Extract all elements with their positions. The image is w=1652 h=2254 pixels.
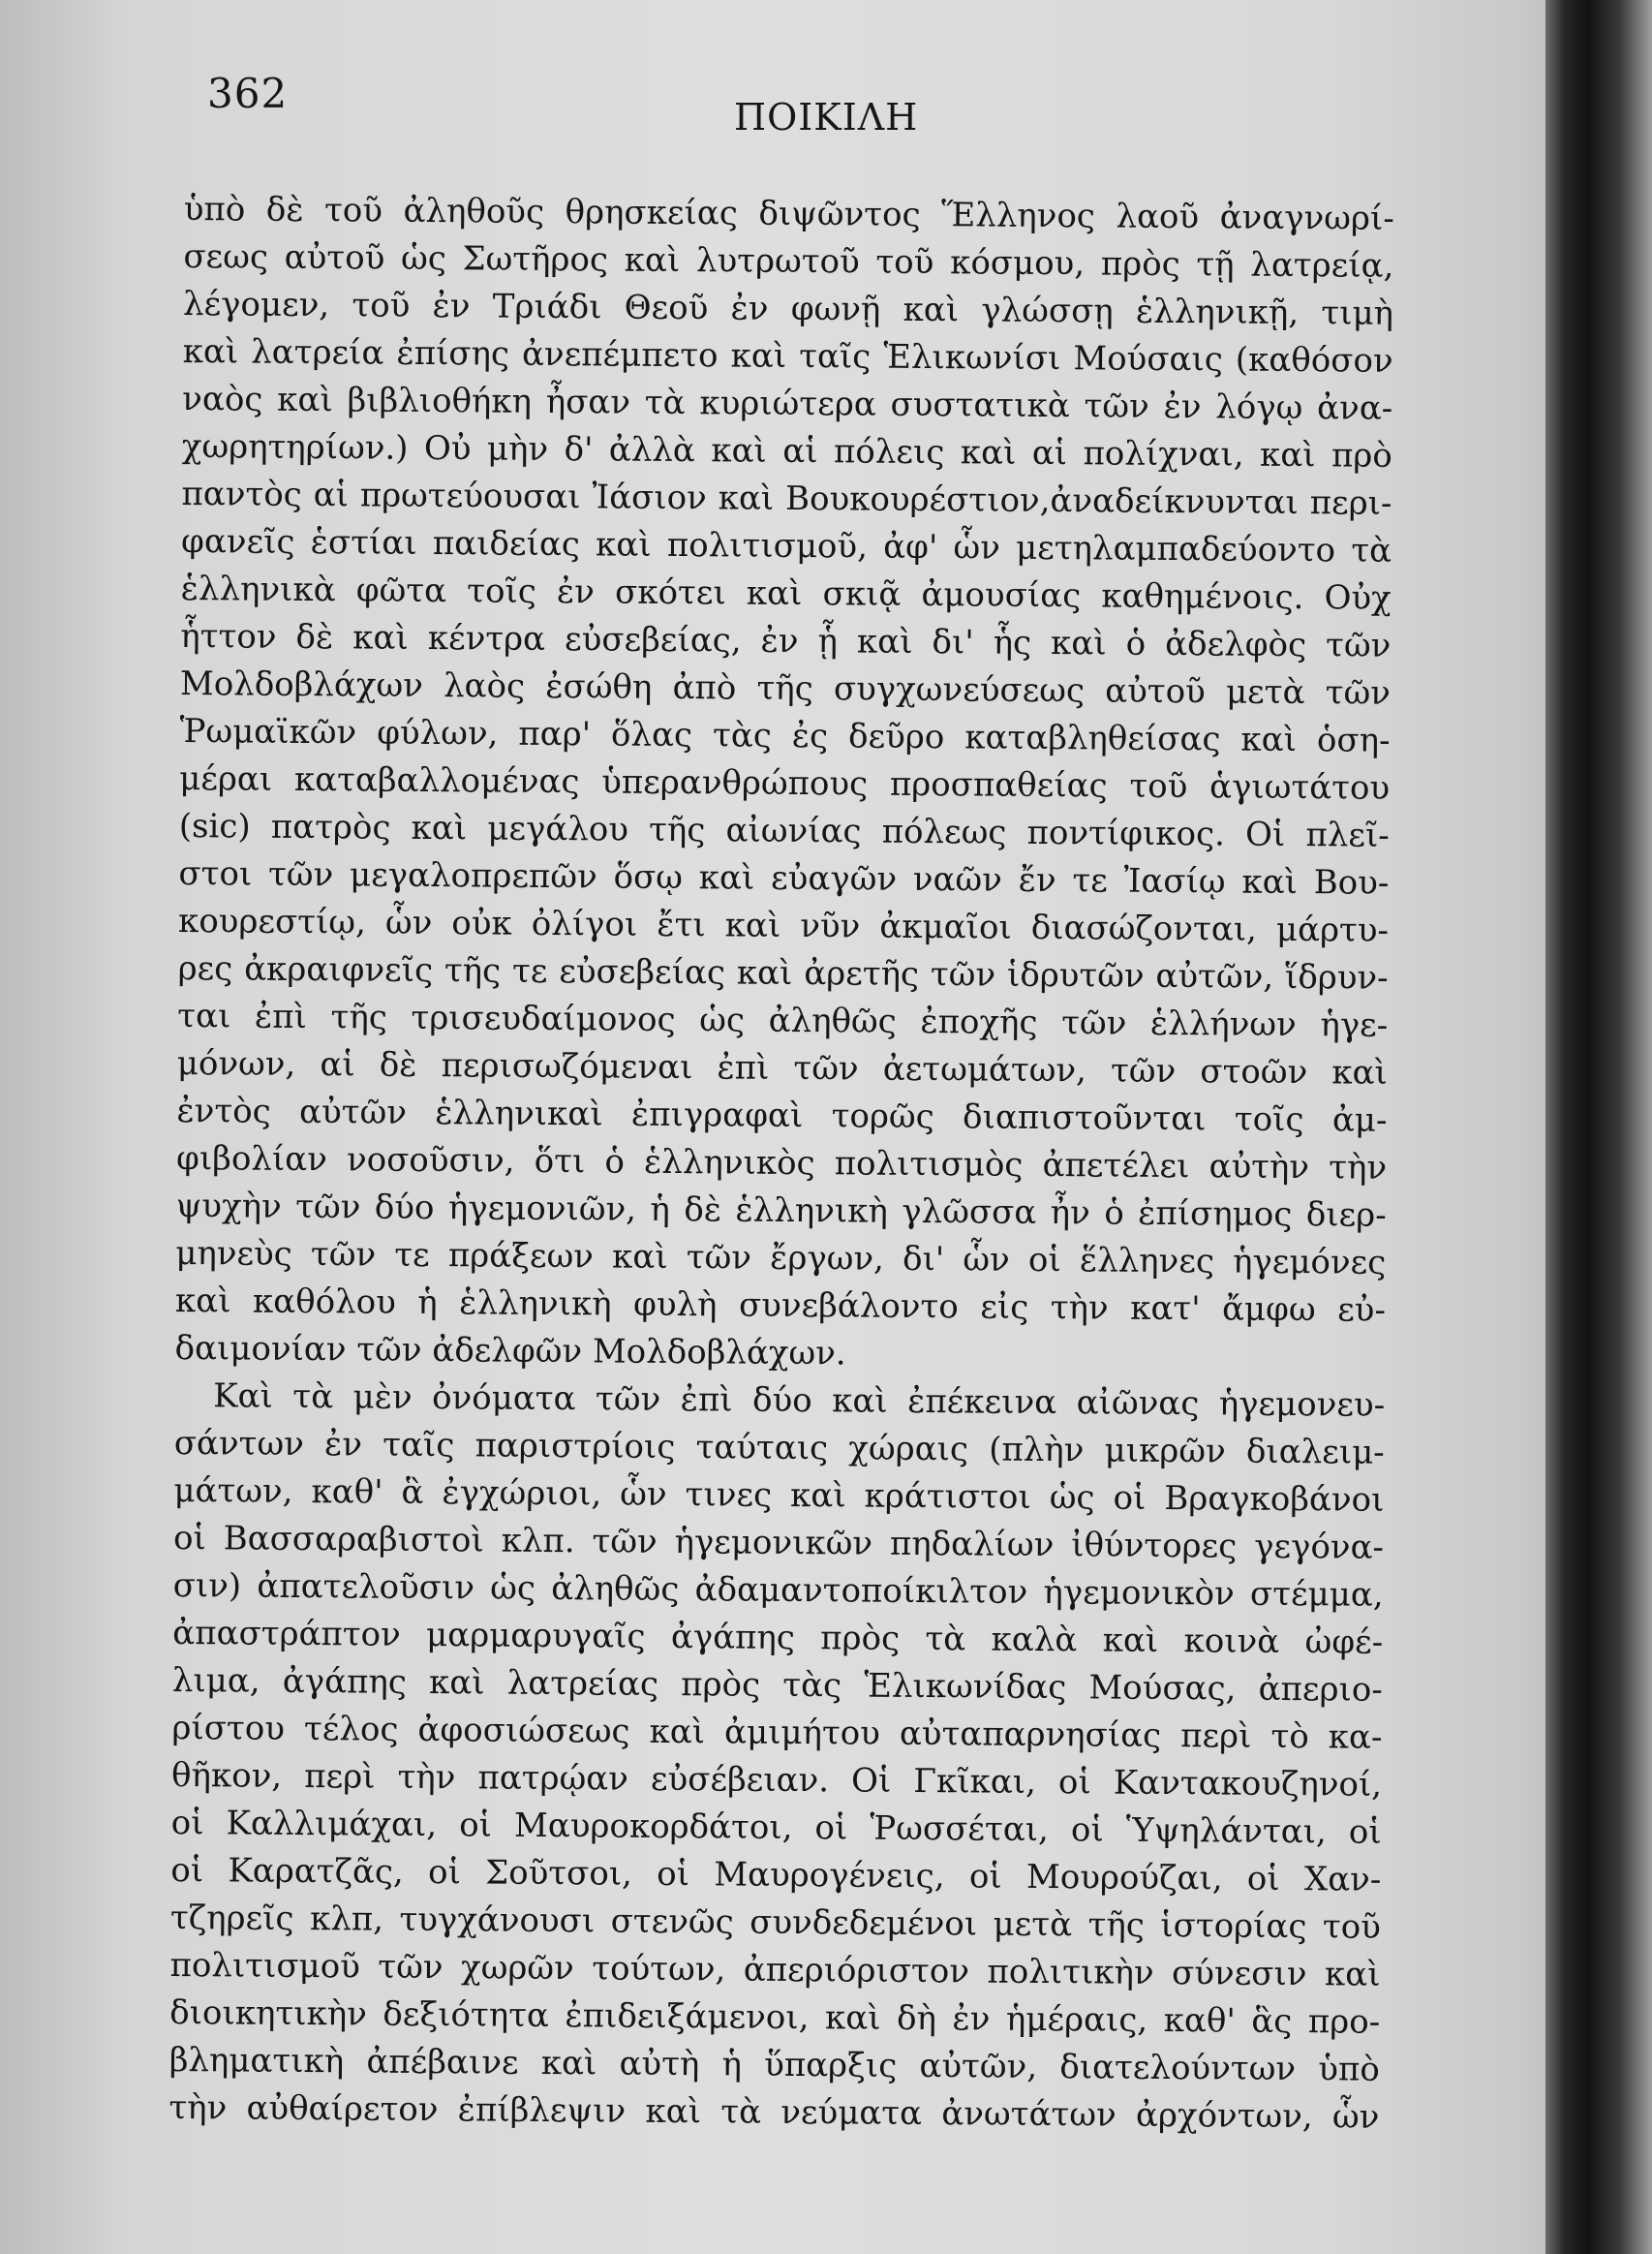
running-head: ΠΟΙΚΙΛΗ [734, 96, 919, 139]
text-line: τὴν αὐθαίρετον ἐπίβλεψιν καὶ τὰ νεύματα ἀνωτάτων ἀρχόντων, ὧν [168, 2087, 1380, 2137]
text-line: στοι τῶν μεγαλοπρεπῶν ὅσῳ καὶ εὐαγῶν ναῶν ἔν τε Ἰασίῳ καὶ Βου- [178, 853, 1390, 903]
text-line: οἱ Καλλιμάχαι, οἱ Μαυροκορδάτοι, οἱ Ῥωσσέται, οἱ Ὑψηλάνται, οἱ [170, 1803, 1382, 1852]
text-line: ἐντὸς αὐτῶν ἑλληνικαὶ ἐπιγραφαὶ τορῶς διαπιστοῦνται τοῖς ἀμ- [176, 1091, 1388, 1140]
text-line: κουρεστίῳ, ὧν οὐκ ὀλίγοι ἔτι καὶ νῦν ἀκμαῖοι διασώζονται, μάρτυ- [177, 901, 1390, 950]
text-line: καὶ λατρεία ἐπίσης ἀνεπέμπετο καὶ ταῖς Ἑλικωνίσι Μούσαις (καθόσον [182, 331, 1393, 381]
text-line: σάντων ἐν ταῖς παριστρίοις ταύταις χώραις (πλὴν μικρῶν διαλειμ- [173, 1423, 1385, 1472]
text-line: ρίστου τέλος ἀφοσιώσεως καὶ ἀμιμήτου αὐταπαρνησίας περὶ τὸ κα- [171, 1708, 1383, 1757]
text-line: ναὸς καὶ βιβλιοθήκη ἦσαν τὰ κυριώτερα συστατικὰ τῶν ἐν λόγῳ ἀνα- [182, 379, 1393, 428]
text-line: (sic) πατρὸς καὶ μεγάλου τῆς αἰωνίας πόλεως ποντίφικος. Οἱ πλεῖ- [178, 806, 1390, 855]
text-line: ἧττον δὲ καὶ κέντρα εὐσεβείας, ἐν ᾗ καὶ δι' ἧς καὶ ὁ ἀδελφὸς τῶν [180, 616, 1392, 665]
text-line: οἱ Βασσαραβιστοὶ κλπ. τῶν ἡγεμονικῶν πηδαλίων ἰθύντορες γεγόνα- [172, 1518, 1385, 1567]
text-line: λιμα, ἀγάπης καὶ λατρείας πρὸς τὰς Ἑλικωνίδας Μούσας, ἀπεριο- [171, 1660, 1383, 1710]
text-line: Μολδοβλάχων λαὸς ἐσώθη ἀπὸ τῆς συγχωνεύσεως αὐτοῦ μετὰ τῶν [179, 664, 1392, 713]
text-line: σιν) ἀπατελοῦσιν ὡς ἀληθῶς ἀδαμαντοποίκιλτον ἡγεμονικὸν στέμμα, [172, 1565, 1384, 1615]
text-line: Καὶ τὰ μὲν ὀνόματα τῶν ἐπὶ δύο καὶ ἐπέκεινα αἰῶνας ἡγεμονευ- [213, 1376, 1386, 1425]
book-spine-shadow [1545, 0, 1652, 2254]
text-line: πολιτισμοῦ τῶν χωρῶν τούτων, ἀπεριόριστον πολιτικὴν σύνεσιν καὶ [169, 1945, 1381, 1994]
text-line: ται ἐπὶ τῆς τρισευδαίμονος ὡς ἀληθῶς ἐποχῆς τῶν ἑλλήνων ἡγε- [177, 996, 1389, 1045]
text-line: σεως αὐτοῦ ὡς Σωτῆρος καὶ λυτρωτοῦ τοῦ κόσμου, πρὸς τῇ λατρείᾳ, [183, 236, 1394, 286]
text-line: καὶ καθόλου ἡ ἑλληνικὴ φυλὴ συνεβάλοντο εἰς τὴν κατ' ἄμφω εὐ- [174, 1281, 1387, 1330]
text-line: ἑλληνικὰ φῶτα τοῖς ἐν σκότει καὶ σκιᾷ ἀμουσίας καθημένοις. Οὐχ [180, 569, 1392, 618]
text-line: μάτων, καθ' ἃ ἐγχώριοι, ὧν τινες καὶ κράτιστοι ὡς οἱ Βραγκοβάνοι [173, 1470, 1385, 1520]
text-line: λέγομεν, τοῦ ἐν Τριάδι Θεοῦ ἐν φωνῇ καὶ γλώσσῃ ἑλληνικῇ, τιμὴ [182, 284, 1394, 333]
text-line: ὑπὸ δὲ τοῦ ἀληθοῦς θρησκείας διψῶντος Ἕλληνος λαοῦ ἀναγνωρί- [183, 189, 1394, 238]
text-line: χωρητηρίων.) Οὐ μὴν δ' ἀλλὰ καὶ αἱ πόλεις καὶ αἱ πολίχναι, καὶ πρὸ [181, 426, 1393, 476]
text-line: ρες ἀκραιφνεῖς τῆς τε εὐσεβείας καὶ ἀρετῆς τῶν ἱδρυτῶν αὐτῶν, ἵδρυν- [177, 948, 1389, 998]
text-line: οἱ Καρατζᾶς, οἱ Σοῦτσοι, οἱ Μαυρογένεις, οἱ Μουρούζαι, οἱ Χαν- [170, 1850, 1382, 1899]
text-line: φιβολίαν νοσοῦσιν, ὅτι ὁ ἑλληνικὸς πολιτισμὸς ἀπετέλει αὐτὴν τὴν [175, 1138, 1388, 1188]
text-line: ψυχὴν τῶν δύο ἡγεμονιῶν, ἡ δὲ ἑλληνικὴ γλῶσσα ἦν ὁ ἐπίσημος διερ- [175, 1186, 1387, 1235]
text-line: διοικητικὴν δεξιότητα ἐπιδειξάμενοι, καὶ δὴ ἐν ἡμέραις, καθ' ἃς προ- [169, 1992, 1381, 2042]
page-number: 362 [207, 70, 289, 117]
body-text [168, 186, 1394, 2142]
text-line: βληματικὴ ἀπέβαινε καὶ αὐτὴ ἡ ὕπαρξις αὐτῶν, διατελούντων ὑπὸ [168, 2040, 1380, 2089]
text-line: μηνεὺς τῶν τε πράξεων καὶ τῶν ἔργων, δι' ὧν οἱ ἕλληνες ἡγεμόνες [175, 1233, 1387, 1282]
text-line: μέραι καταβαλλομένας ὑπερανθρώπους προσπαθείας τοῦ ἁγιωτάτου [179, 758, 1391, 808]
text-line: δαιμονίαν τῶν ἀδελφῶν Μολδοβλάχων. [174, 1328, 846, 1374]
text-line: μόνων, αἱ δὲ περισωζόμεναι ἐπὶ τῶν ἀετωμάτων, τῶν στοῶν καὶ [176, 1043, 1389, 1093]
text-line: παντὸς αἱ πρωτεύουσαι Ἰάσιον καὶ Βουκουρέστιον,ἀναδείκνυνται περι- [181, 474, 1392, 523]
text-line: θῆκον, περὶ τὴν πατρῴαν εὐσέβειαν. Οἱ Γκῖκαι, οἱ Καντακουζηνοί, [170, 1755, 1383, 1805]
text-line: ἀπαστράπτον μαρμαρυγαῖς ἀγάπης πρὸς τὰ καλὰ καὶ κοινὰ ὠφέ- [172, 1613, 1384, 1662]
text-line: τζηρεῖς κλπ, τυγχάνουσι στενῶς συνδεδεμένοι μετὰ τῆς ἱστορίας τοῦ [169, 1898, 1382, 1947]
text-line: φανεῖς ἑστίαι παιδείας καὶ πολιτισμοῦ, ἀφ' ὧν μετηλαμπαδεύοντο τὰ [180, 521, 1392, 571]
text-line: Ῥωμαϊκῶν φύλων, παρ' ὅλας τὰς ἐς δεῦρο καταβληθείσας καὶ ὁση- [179, 711, 1391, 760]
